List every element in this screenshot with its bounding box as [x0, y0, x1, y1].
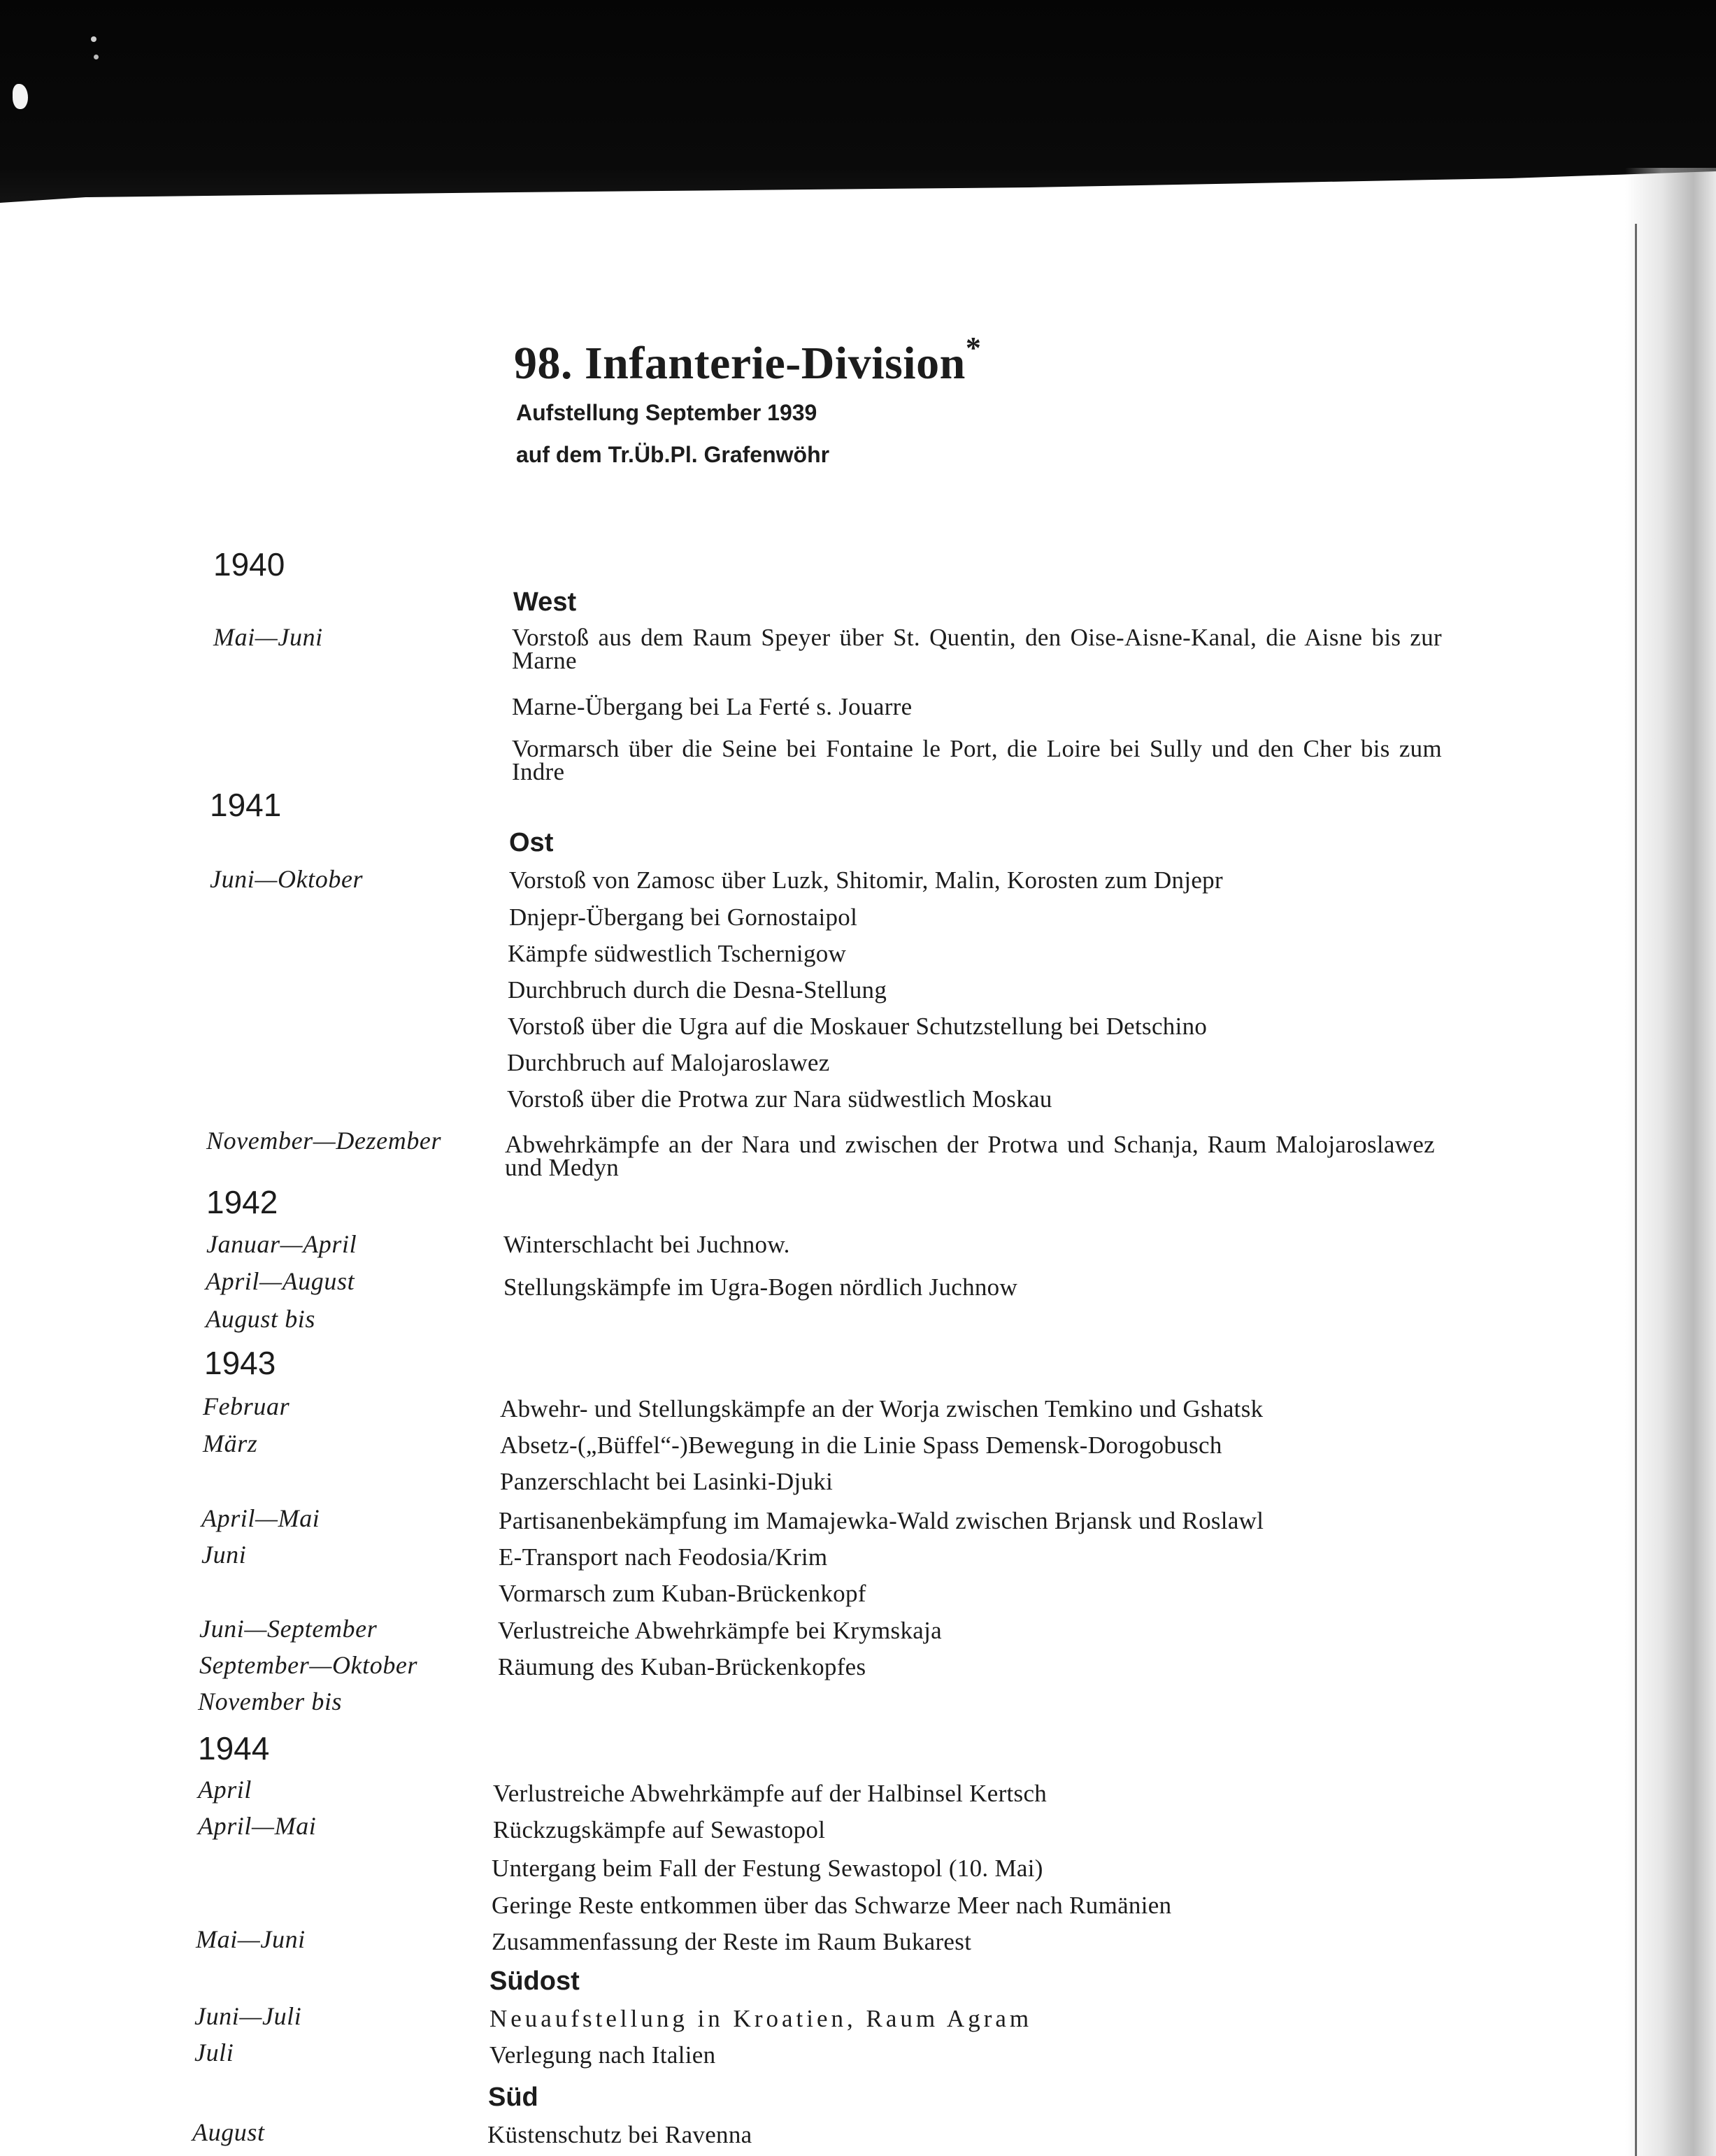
- year-heading: 1942: [206, 1184, 278, 1220]
- date-label: Mai—Juni: [196, 1925, 306, 1953]
- year-heading: 1943: [204, 1345, 276, 1381]
- entry-text: E-Transport nach Feodosia/Krim: [499, 1543, 828, 1571]
- date-label: November—Dezember: [206, 1127, 442, 1155]
- date-label: Juli: [194, 2039, 234, 2066]
- entry-text: Durchbruch durch die Desna-Stellung: [508, 976, 887, 1004]
- date-label: Februar: [203, 1392, 290, 1420]
- entry-text: Neuaufstellung in Kroatien, Raum Agram: [489, 2005, 1033, 2032]
- entry-text: Küstenschutz bei Ravenna: [487, 2121, 752, 2148]
- section-heading-sued: Süd: [488, 2083, 538, 2112]
- entry-text: Abwehr- und Stellungskämpfe an der Worja zwischen Temkino und Gshatsk: [500, 1395, 1264, 1422]
- entry-text: Geringe Reste entkommen über das Schwarze Meer nach Rumänien: [492, 1892, 1172, 1919]
- entry-text: Verlustreiche Abwehrkämpfe bei Krymskaja: [498, 1617, 942, 1644]
- entry-text: Untergang beim Fall der Festung Sewastopol (10. Mai): [492, 1855, 1043, 1882]
- entry-text: Zusammenfassung der Reste im Raum Bukarest: [492, 1928, 972, 1955]
- section-heading-ost: Ost: [509, 828, 554, 857]
- date-label: März: [203, 1429, 258, 1457]
- year-heading: 1941: [210, 787, 282, 823]
- date-label: Januar—April: [206, 1230, 357, 1258]
- section-heading-suedost: Südost: [489, 1966, 580, 1996]
- year-heading: 1940: [213, 546, 285, 583]
- entry-text: Panzerschlacht bei Lasinki-Djuki: [500, 1468, 834, 1495]
- footnote-mark: *: [965, 331, 982, 365]
- date-label: Juni—Juli: [194, 2002, 302, 2030]
- entry-text: Vorstoß von Zamosc über Luzk, Shitomir, Malin, Korosten zum Dnjepr: [509, 866, 1223, 894]
- page-title: [514, 331, 982, 390]
- date-label: April—Mai: [198, 1812, 317, 1840]
- date-label: September—Oktober: [199, 1651, 418, 1679]
- entry-text: Vormarsch über die Seine bei Fontaine le Port, die Loire bei Sully und den Cher bis zum Indre: [512, 735, 1442, 785]
- entry-text: Partisanenbekämpfung im Mamajewka-Wald zwischen Brjansk und Roslawl: [499, 1507, 1264, 1534]
- date-label: April: [198, 1776, 252, 1804]
- date-label: November bis: [198, 1687, 343, 1715]
- entry-text: Verlustreiche Abwehrkämpfe auf der Halbinsel Kertsch: [493, 1780, 1048, 1807]
- entry-text: Abwehrkämpfe an der Nara und zwischen der Protwa und Schanja, Raum Malojaroslawez und Medyn: [505, 1131, 1435, 1181]
- year-heading: 1944: [198, 1730, 270, 1766]
- entry-text: Rückzugskämpfe auf Sewastopol: [493, 1816, 826, 1843]
- entry-text: Kämpfe südwestlich Tschernigow: [508, 940, 847, 967]
- formation-line-2: auf dem Tr.Üb.Pl. Grafenwöhr: [516, 442, 830, 467]
- entry-text: Marne-Übergang bei La Ferté s. Jouarre: [512, 693, 913, 720]
- entry-text: Absetz-(„Büffel“-)Bewegung in die Linie Spass Demensk-Dorogobusch: [500, 1432, 1222, 1459]
- entry-text: Verlegung nach Italien: [489, 2041, 716, 2069]
- entry-text: Vorstoß über die Protwa zur Nara südwestlich Moskau: [507, 1085, 1052, 1113]
- entry-text: Räumung des Kuban-Brückenkopfes: [498, 1653, 866, 1680]
- date-label: April—August: [206, 1267, 355, 1295]
- date-label: Juni—September: [199, 1615, 378, 1643]
- entry-text: Durchbruch auf Malojaroslawez: [507, 1049, 830, 1076]
- entry-text: Vorstoß über die Ugra auf die Moskauer Schutzstellung bei Detschino: [508, 1013, 1208, 1040]
- date-label: August: [192, 2118, 265, 2146]
- entry-text: Vormarsch zum Kuban-Brückenkopf: [499, 1580, 866, 1607]
- section-heading-west: West: [513, 587, 577, 617]
- date-label: April—Mai: [201, 1504, 320, 1532]
- date-label: Juni: [201, 1541, 247, 1569]
- entry-text: Stellungskämpfe im Ugra-Bogen nördlich Juchnow: [503, 1273, 1018, 1301]
- title-text: 98. Infanterie-Division: [514, 338, 966, 389]
- date-label: Juni—Oktober: [210, 865, 364, 893]
- entry-text: Vorstoß aus dem Raum Speyer über St. Quentin, den Oise-Aisne-Kanal, die Aisne bis zur Marne: [512, 624, 1442, 674]
- entry-text: Winterschlacht bei Juchnow.: [503, 1231, 790, 1258]
- formation-line-1: Aufstellung September 1939: [516, 400, 817, 425]
- date-label: August bis: [206, 1305, 316, 1333]
- entry-text: Dnjepr-Übergang bei Gornostaipol: [509, 904, 858, 931]
- date-label: Mai—Juni: [213, 623, 323, 651]
